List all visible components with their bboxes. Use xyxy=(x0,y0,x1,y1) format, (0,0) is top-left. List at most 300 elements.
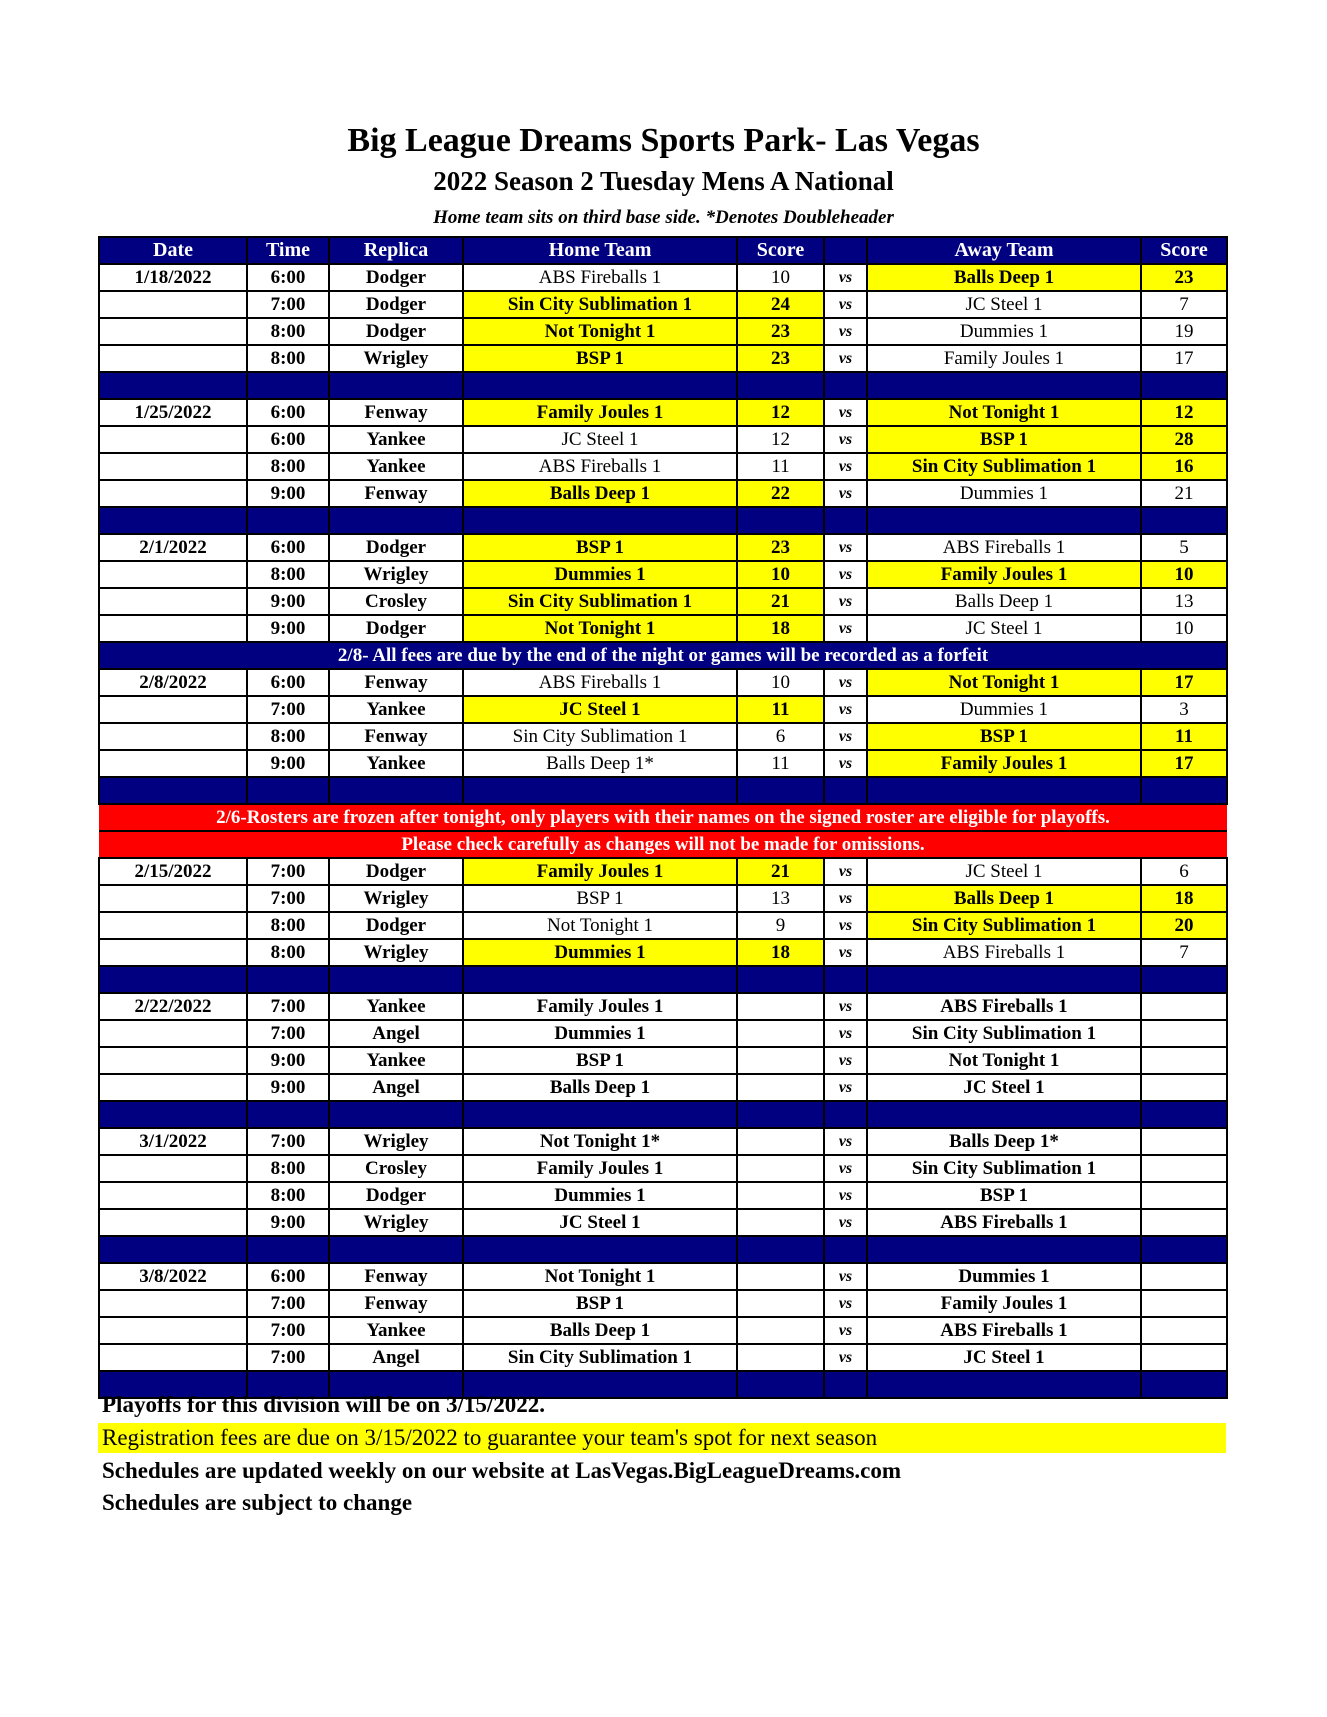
playoffs-note: Playoffs for this division will be on 3/15/2022. xyxy=(102,1392,546,1417)
home-team: ABS Fireballs 1 xyxy=(463,669,737,696)
game-row xyxy=(99,1317,1227,1344)
home-team: Family Joules 1 xyxy=(463,858,737,885)
game-date xyxy=(99,939,247,966)
replica-field: Yankee xyxy=(329,696,463,723)
game-date xyxy=(99,426,247,453)
game-row xyxy=(99,534,1227,561)
home-score: 21 xyxy=(737,858,824,885)
away-team: Family Joules 1 xyxy=(867,1290,1141,1317)
vs-label: vs xyxy=(824,1344,867,1371)
vs-label: vs xyxy=(824,939,867,966)
separator-cell xyxy=(463,372,737,399)
home-score: 11 xyxy=(737,696,824,723)
away-score: 7 xyxy=(1141,939,1227,966)
vs-label: vs xyxy=(824,1155,867,1182)
away-score: 5 xyxy=(1141,534,1227,561)
separator-cell xyxy=(737,966,824,993)
vs-label: vs xyxy=(824,534,867,561)
game-row xyxy=(99,885,1227,912)
home-score: 13 xyxy=(737,885,824,912)
away-team: ABS Fireballs 1 xyxy=(867,1317,1141,1344)
game-time: 8:00 xyxy=(247,1182,329,1209)
away-score: 3 xyxy=(1141,696,1227,723)
game-date xyxy=(99,345,247,372)
game-time: 7:00 xyxy=(247,1020,329,1047)
vs-label: vs xyxy=(824,615,867,642)
replica-field: Dodger xyxy=(329,858,463,885)
replica-field: Yankee xyxy=(329,426,463,453)
separator-cell xyxy=(99,966,247,993)
replica-field: Dodger xyxy=(329,912,463,939)
separator-cell xyxy=(329,1236,463,1263)
away-score xyxy=(1141,1074,1227,1101)
game-date xyxy=(99,1074,247,1101)
replica-field: Fenway xyxy=(329,1263,463,1290)
game-row xyxy=(99,615,1227,642)
away-team: Balls Deep 1* xyxy=(867,1128,1141,1155)
vs-label: vs xyxy=(824,561,867,588)
vs-label: vs xyxy=(824,750,867,777)
home-team: Dummies 1 xyxy=(463,1182,737,1209)
vs-label: vs xyxy=(824,1209,867,1236)
replica-field: Crosley xyxy=(329,588,463,615)
separator-cell xyxy=(867,372,1141,399)
game-time: 9:00 xyxy=(247,1209,329,1236)
vs-label: vs xyxy=(824,291,867,318)
away-team: Dummies 1 xyxy=(867,696,1141,723)
separator-row xyxy=(99,372,1227,399)
replica-field: Wrigley xyxy=(329,1209,463,1236)
game-date: 1/18/2022 xyxy=(99,264,247,291)
separator-cell xyxy=(463,507,737,534)
game-row xyxy=(99,453,1227,480)
game-row xyxy=(99,1290,1227,1317)
home-team: BSP 1 xyxy=(463,1290,737,1317)
away-team: Not Tonight 1 xyxy=(867,1047,1141,1074)
separator-cell xyxy=(99,1236,247,1263)
game-time: 7:00 xyxy=(247,1344,329,1371)
vs-label: vs xyxy=(824,1317,867,1344)
game-row xyxy=(99,480,1227,507)
game-row xyxy=(99,939,1227,966)
separator-cell xyxy=(329,777,463,804)
replica-field: Fenway xyxy=(329,669,463,696)
col-home-team: Home Team xyxy=(463,237,737,264)
game-row xyxy=(99,858,1227,885)
home-score xyxy=(737,1128,824,1155)
table-header-row xyxy=(99,237,1227,264)
game-time: 6:00 xyxy=(247,534,329,561)
separator-row xyxy=(99,1101,1227,1128)
col-vs xyxy=(824,237,867,264)
away-team: Dummies 1 xyxy=(867,480,1141,507)
game-row xyxy=(99,696,1227,723)
separator-cell xyxy=(824,1101,867,1128)
separator-cell xyxy=(463,1101,737,1128)
away-score: 6 xyxy=(1141,858,1227,885)
col-date: Date xyxy=(99,237,247,264)
home-score: 12 xyxy=(737,426,824,453)
roster-notice-row xyxy=(99,804,1227,831)
replica-field: Fenway xyxy=(329,723,463,750)
game-row xyxy=(99,588,1227,615)
separator-cell xyxy=(247,507,329,534)
separator-cell xyxy=(867,966,1141,993)
game-time: 9:00 xyxy=(247,480,329,507)
game-time: 6:00 xyxy=(247,264,329,291)
vs-label: vs xyxy=(824,1020,867,1047)
schedule-table xyxy=(98,236,1228,1399)
away-score: 23 xyxy=(1141,264,1227,291)
separator-cell xyxy=(737,1371,824,1398)
replica-field: Angel xyxy=(329,1344,463,1371)
separator-cell xyxy=(247,1236,329,1263)
game-time: 7:00 xyxy=(247,993,329,1020)
col-home-score: Score xyxy=(737,237,824,264)
separator-cell xyxy=(463,777,737,804)
separator-cell xyxy=(867,777,1141,804)
separator-cell xyxy=(737,1236,824,1263)
separator-cell xyxy=(824,777,867,804)
away-score: 17 xyxy=(1141,750,1227,777)
home-score: 22 xyxy=(737,480,824,507)
away-team: Balls Deep 1 xyxy=(867,588,1141,615)
replica-field: Angel xyxy=(329,1020,463,1047)
game-row xyxy=(99,426,1227,453)
game-date xyxy=(99,1155,247,1182)
game-row xyxy=(99,1182,1227,1209)
game-time: 8:00 xyxy=(247,939,329,966)
game-row xyxy=(99,912,1227,939)
game-row xyxy=(99,1020,1227,1047)
separator-cell xyxy=(737,1101,824,1128)
separator-row xyxy=(99,1236,1227,1263)
home-team: Dummies 1 xyxy=(463,939,737,966)
separator-cell xyxy=(867,1236,1141,1263)
game-time: 7:00 xyxy=(247,885,329,912)
separator-cell xyxy=(824,1236,867,1263)
separator-row xyxy=(99,966,1227,993)
home-score: 18 xyxy=(737,939,824,966)
away-score xyxy=(1141,1317,1227,1344)
game-time: 8:00 xyxy=(247,318,329,345)
away-team: ABS Fireballs 1 xyxy=(867,939,1141,966)
game-time: 6:00 xyxy=(247,1263,329,1290)
replica-field: Dodger xyxy=(329,534,463,561)
replica-field: Dodger xyxy=(329,1182,463,1209)
away-score xyxy=(1141,1155,1227,1182)
separator-cell xyxy=(1141,1236,1227,1263)
game-time: 8:00 xyxy=(247,453,329,480)
away-team: BSP 1 xyxy=(867,426,1141,453)
separator-cell xyxy=(867,507,1141,534)
game-time: 7:00 xyxy=(247,858,329,885)
game-time: 8:00 xyxy=(247,912,329,939)
away-team: ABS Fireballs 1 xyxy=(867,1209,1141,1236)
home-team: JC Steel 1 xyxy=(463,426,737,453)
away-team: JC Steel 1 xyxy=(867,1344,1141,1371)
game-row xyxy=(99,264,1227,291)
away-score: 18 xyxy=(1141,885,1227,912)
away-score: 19 xyxy=(1141,318,1227,345)
home-score: 10 xyxy=(737,264,824,291)
replica-field: Fenway xyxy=(329,480,463,507)
away-team: Balls Deep 1 xyxy=(867,885,1141,912)
game-row xyxy=(99,318,1227,345)
replica-field: Yankee xyxy=(329,1317,463,1344)
home-team: Sin City Sublimation 1 xyxy=(463,723,737,750)
fees-notice-row xyxy=(99,642,1227,669)
game-row xyxy=(99,723,1227,750)
separator-cell xyxy=(737,507,824,534)
home-team: BSP 1 xyxy=(463,1047,737,1074)
game-date xyxy=(99,885,247,912)
vs-label: vs xyxy=(824,1263,867,1290)
home-score: 11 xyxy=(737,750,824,777)
home-team: Balls Deep 1* xyxy=(463,750,737,777)
game-date xyxy=(99,696,247,723)
home-score xyxy=(737,1263,824,1290)
separator-cell xyxy=(737,372,824,399)
replica-field: Yankee xyxy=(329,1047,463,1074)
home-score xyxy=(737,1317,824,1344)
separator-cell xyxy=(99,777,247,804)
away-score xyxy=(1141,1128,1227,1155)
away-team: Not Tonight 1 xyxy=(867,669,1141,696)
home-team-note: Home team sits on third base side. *Denotes Doubleheader xyxy=(433,207,894,228)
separator-cell xyxy=(247,966,329,993)
home-score: 18 xyxy=(737,615,824,642)
home-team: Sin City Sublimation 1 xyxy=(463,291,737,318)
game-time: 8:00 xyxy=(247,561,329,588)
game-date xyxy=(99,588,247,615)
separator-cell xyxy=(329,372,463,399)
replica-field: Dodger xyxy=(329,264,463,291)
vs-label: vs xyxy=(824,318,867,345)
home-score xyxy=(737,1344,824,1371)
home-team: Family Joules 1 xyxy=(463,1155,737,1182)
vs-label: vs xyxy=(824,588,867,615)
away-team: Family Joules 1 xyxy=(867,561,1141,588)
game-date xyxy=(99,1209,247,1236)
away-score xyxy=(1141,1020,1227,1047)
home-team: Not Tonight 1 xyxy=(463,912,737,939)
separator-cell xyxy=(463,966,737,993)
roster-notice: 2/6-Rosters are frozen after tonight, only players with their names on the signed roster are eligible for playoffs. xyxy=(99,804,1227,831)
game-date xyxy=(99,723,247,750)
game-date xyxy=(99,1020,247,1047)
vs-label: vs xyxy=(824,1128,867,1155)
away-team: BSP 1 xyxy=(867,723,1141,750)
home-score: 6 xyxy=(737,723,824,750)
away-team: JC Steel 1 xyxy=(867,1074,1141,1101)
replica-field: Wrigley xyxy=(329,345,463,372)
home-score: 21 xyxy=(737,588,824,615)
away-team: Sin City Sublimation 1 xyxy=(867,1155,1141,1182)
away-team: Balls Deep 1 xyxy=(867,264,1141,291)
home-score xyxy=(737,1290,824,1317)
home-team: BSP 1 xyxy=(463,345,737,372)
away-score: 16 xyxy=(1141,453,1227,480)
replica-field: Fenway xyxy=(329,1290,463,1317)
home-team: Balls Deep 1 xyxy=(463,1074,737,1101)
vs-label: vs xyxy=(824,1290,867,1317)
home-score: 23 xyxy=(737,318,824,345)
separator-row xyxy=(99,507,1227,534)
game-row xyxy=(99,561,1227,588)
home-score: 9 xyxy=(737,912,824,939)
game-row xyxy=(99,1209,1227,1236)
away-team: Dummies 1 xyxy=(867,318,1141,345)
game-date xyxy=(99,912,247,939)
home-score xyxy=(737,1047,824,1074)
separator-cell xyxy=(99,507,247,534)
separator-cell xyxy=(1141,372,1227,399)
col-away-score: Score xyxy=(1141,237,1227,264)
replica-field: Wrigley xyxy=(329,939,463,966)
home-score xyxy=(737,1155,824,1182)
game-time: 6:00 xyxy=(247,399,329,426)
game-time: 7:00 xyxy=(247,291,329,318)
away-score xyxy=(1141,993,1227,1020)
away-team: Family Joules 1 xyxy=(867,345,1141,372)
vs-label: vs xyxy=(824,912,867,939)
vs-label: vs xyxy=(824,426,867,453)
separator-cell xyxy=(867,1101,1141,1128)
replica-field: Fenway xyxy=(329,399,463,426)
replica-field: Wrigley xyxy=(329,885,463,912)
vs-label: vs xyxy=(824,858,867,885)
away-team: JC Steel 1 xyxy=(867,615,1141,642)
home-score xyxy=(737,1182,824,1209)
game-date xyxy=(99,615,247,642)
game-date: 2/15/2022 xyxy=(99,858,247,885)
game-date xyxy=(99,1344,247,1371)
away-team: ABS Fireballs 1 xyxy=(867,534,1141,561)
game-time: 6:00 xyxy=(247,669,329,696)
home-team: Sin City Sublimation 1 xyxy=(463,588,737,615)
game-time: 8:00 xyxy=(247,345,329,372)
away-score: 28 xyxy=(1141,426,1227,453)
replica-field: Crosley xyxy=(329,1155,463,1182)
game-row xyxy=(99,750,1227,777)
game-row xyxy=(99,1344,1227,1371)
vs-label: vs xyxy=(824,1182,867,1209)
vs-label: vs xyxy=(824,345,867,372)
away-score xyxy=(1141,1047,1227,1074)
away-score: 13 xyxy=(1141,588,1227,615)
separator-cell xyxy=(1141,777,1227,804)
home-team: JC Steel 1 xyxy=(463,1209,737,1236)
away-score xyxy=(1141,1209,1227,1236)
home-team: Family Joules 1 xyxy=(463,399,737,426)
replica-field: Yankee xyxy=(329,453,463,480)
game-date: 1/25/2022 xyxy=(99,399,247,426)
home-score: 23 xyxy=(737,534,824,561)
game-date: 2/1/2022 xyxy=(99,534,247,561)
game-date xyxy=(99,1047,247,1074)
away-score: 7 xyxy=(1141,291,1227,318)
game-row xyxy=(99,1074,1227,1101)
home-team: BSP 1 xyxy=(463,534,737,561)
vs-label: vs xyxy=(824,993,867,1020)
replica-field: Dodger xyxy=(329,318,463,345)
replica-field: Dodger xyxy=(329,291,463,318)
home-score xyxy=(737,1074,824,1101)
away-team: Sin City Sublimation 1 xyxy=(867,1020,1141,1047)
away-team: Sin City Sublimation 1 xyxy=(867,912,1141,939)
game-date xyxy=(99,480,247,507)
home-team: Not Tonight 1 xyxy=(463,615,737,642)
game-time: 7:00 xyxy=(247,696,329,723)
away-score xyxy=(1141,1263,1227,1290)
game-date xyxy=(99,453,247,480)
game-date xyxy=(99,561,247,588)
replica-field: Wrigley xyxy=(329,1128,463,1155)
separator-cell xyxy=(867,1371,1141,1398)
separator-cell xyxy=(99,1101,247,1128)
home-score: 10 xyxy=(737,561,824,588)
game-time: 9:00 xyxy=(247,615,329,642)
vs-label: vs xyxy=(824,696,867,723)
game-date xyxy=(99,750,247,777)
game-row xyxy=(99,291,1227,318)
col-away-team: Away Team xyxy=(867,237,1141,264)
separator-row xyxy=(99,777,1227,804)
vs-label: vs xyxy=(824,723,867,750)
home-score: 12 xyxy=(737,399,824,426)
home-score: 23 xyxy=(737,345,824,372)
separator-cell xyxy=(247,372,329,399)
page-title: Big League Dreams Sports Park- Las Vegas xyxy=(347,122,980,159)
replica-field: Wrigley xyxy=(329,561,463,588)
away-team: ABS Fireballs 1 xyxy=(867,993,1141,1020)
game-time: 8:00 xyxy=(247,723,329,750)
separator-cell xyxy=(247,777,329,804)
separator-cell xyxy=(329,1101,463,1128)
game-time: 6:00 xyxy=(247,426,329,453)
change-note: Schedules are subject to change xyxy=(102,1490,413,1515)
game-date xyxy=(99,291,247,318)
roster-notice-row xyxy=(99,831,1227,858)
game-row xyxy=(99,1047,1227,1074)
home-score xyxy=(737,1020,824,1047)
vs-label: vs xyxy=(824,1074,867,1101)
game-row xyxy=(99,1128,1227,1155)
page-subtitle: 2022 Season 2 Tuesday Mens A National xyxy=(433,166,894,196)
away-score xyxy=(1141,1290,1227,1317)
home-team: Dummies 1 xyxy=(463,561,737,588)
separator-cell xyxy=(824,966,867,993)
game-row xyxy=(99,1155,1227,1182)
game-date xyxy=(99,318,247,345)
game-row xyxy=(99,1263,1227,1290)
game-time: 7:00 xyxy=(247,1128,329,1155)
home-score: 10 xyxy=(737,669,824,696)
registration-note: Registration fees are due on 3/15/2022 to guarantee your team's spot for next season xyxy=(98,1423,1226,1453)
separator-cell xyxy=(1141,507,1227,534)
away-team: Not Tonight 1 xyxy=(867,399,1141,426)
away-score: 11 xyxy=(1141,723,1227,750)
game-row xyxy=(99,993,1227,1020)
away-score: 17 xyxy=(1141,669,1227,696)
separator-cell xyxy=(824,507,867,534)
game-date xyxy=(99,1317,247,1344)
home-team: Dummies 1 xyxy=(463,1020,737,1047)
vs-label: vs xyxy=(824,1047,867,1074)
away-score: 17 xyxy=(1141,345,1227,372)
away-score: 10 xyxy=(1141,615,1227,642)
